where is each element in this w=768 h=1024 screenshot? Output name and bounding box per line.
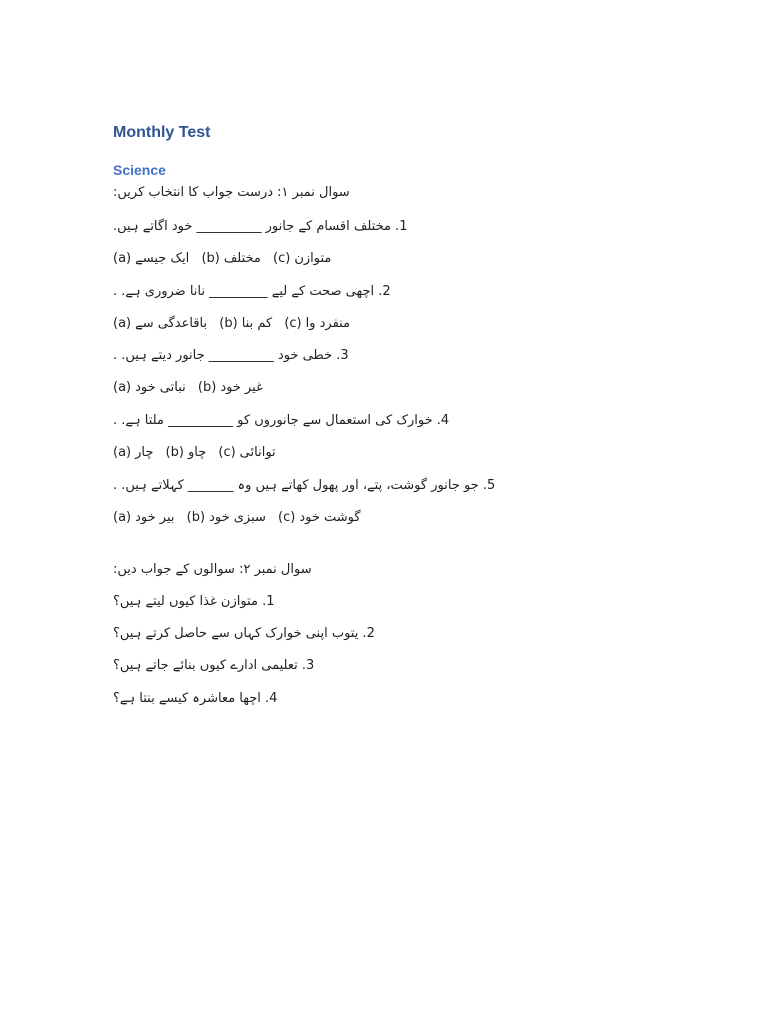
option-text: بیر خود — [135, 510, 175, 525]
option-text: گوشت خود — [299, 510, 361, 525]
option-b — [166, 444, 207, 462]
option-text: منفرد وا — [305, 316, 351, 331]
option-label: (c) — [218, 445, 236, 460]
option-label: (b) — [219, 316, 238, 331]
option-text: توانائی — [239, 445, 276, 460]
question-4-options — [113, 444, 284, 462]
option-label: (b) — [201, 251, 220, 266]
section-1-heading: سوال نمبر ۱: درست جواب کا انتخاب کریں: — [113, 185, 350, 200]
option-label: (b) — [197, 380, 217, 395]
question-1: 1. مختلف اقسام کے جانور __________ خود اگاتے ہیں. — [113, 219, 408, 234]
option-b — [187, 509, 266, 527]
option-a — [113, 509, 175, 527]
question-2: 2. اچھی صحت کے لیے _________ نانا ضروری ہے. . — [113, 284, 391, 299]
short-question-4: 4. اچھا معاشرہ کیسے بنتا ہے؟ — [113, 691, 278, 706]
option-label: (b) — [165, 445, 184, 460]
option-text: چار — [135, 445, 154, 460]
option-text: غیر خود — [220, 380, 263, 395]
option-label: (b) — [186, 510, 206, 525]
option-c — [284, 315, 350, 333]
short-question-2: 2. یتوب اپنی خوارک کہاں سے حاصل کرتے ہیں؟ — [113, 626, 375, 641]
short-question-1: 1. متوازن غذا کیوں لیتے ہیں؟ — [113, 594, 275, 609]
option-text: سبزی خود — [209, 510, 266, 525]
option-a — [113, 250, 189, 268]
option-a — [113, 315, 207, 333]
option-text: مختلف — [223, 251, 261, 266]
short-question-3: 3. تعلیمی ادارے کیوں بنائے جاتے ہیں؟ — [113, 658, 315, 673]
option-text: چاو — [187, 445, 207, 460]
document-page — [113, 0, 673, 1024]
option-label: (a) — [113, 380, 132, 395]
option-c — [278, 509, 361, 527]
question-5: 5. جو جانور گوشت، پتے، اور پھول کھاتے ہیں وہ _______ کہلاتے ہیں. . — [113, 478, 496, 493]
option-text: متوازن — [294, 251, 332, 266]
question-3-options — [113, 379, 271, 397]
question-2-options — [113, 315, 358, 333]
option-label: (c) — [273, 251, 291, 266]
option-text: نباتی خود — [135, 380, 186, 395]
option-text: کم بنا — [241, 316, 273, 331]
section-2-heading: سوال نمبر ۲: سوالوں کے جواب دیں: — [113, 562, 312, 577]
option-label: (c) — [284, 316, 302, 331]
option-c — [273, 250, 331, 268]
option-b — [201, 250, 260, 268]
question-1-options — [113, 250, 339, 268]
option-label: (a) — [113, 510, 132, 525]
option-label: (c) — [278, 510, 296, 525]
option-label: (a) — [113, 251, 132, 266]
option-label: (a) — [113, 445, 132, 460]
option-a — [113, 444, 153, 462]
question-4: 4. خوارک کی استعمال سے جانوروں کو __________ ملتا ہے. . — [113, 413, 450, 428]
option-text: ایک جیسے — [135, 251, 190, 266]
option-text: باقاعدگی سے — [135, 316, 208, 331]
question-3: 3. خطی خود __________ جانور دیتے ہیں. . — [113, 348, 349, 363]
option-b — [219, 315, 272, 333]
document-title: Monthly Test — [113, 124, 211, 141]
option-a — [113, 379, 186, 397]
option-b — [198, 379, 263, 397]
option-label: (a) — [113, 316, 132, 331]
subject-heading: Science — [113, 162, 166, 178]
question-5-options — [113, 509, 369, 527]
option-c — [218, 444, 275, 462]
